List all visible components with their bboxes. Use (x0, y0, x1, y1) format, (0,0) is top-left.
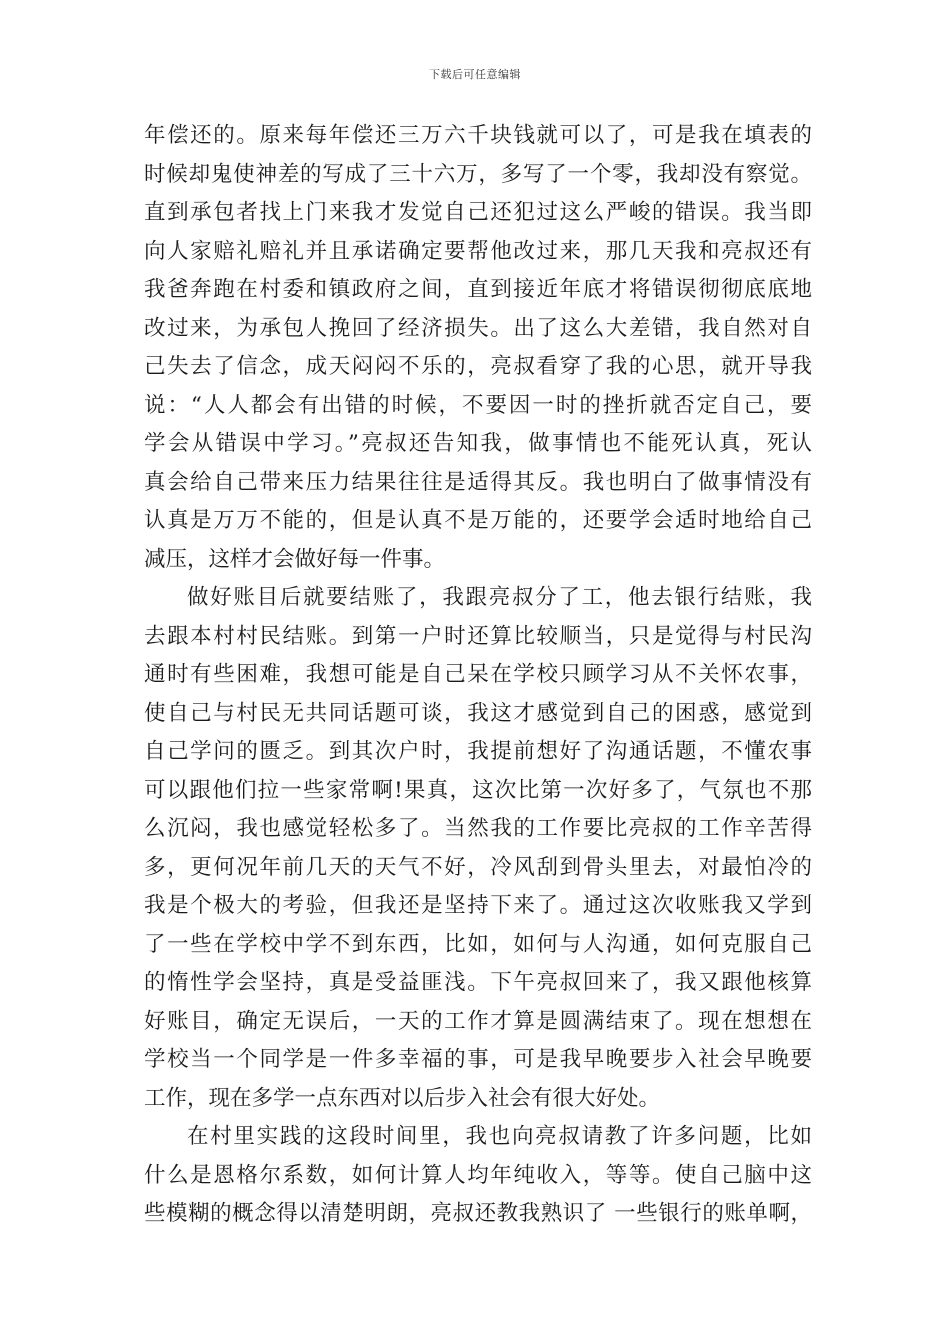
text-line: 己失去了信念，成天闷闷不乐的，亮叔看穿了我的心思，就开导我 (144, 354, 812, 379)
text-line: 认真是万万不能的，但是认真不是万能的，还要学会适时地给自己 (144, 508, 812, 533)
text-line: 可以跟他们拉一些家常啊!果真，这次比第一次好多了，气氛也不那 (144, 777, 812, 803)
text-line: 去跟本村村民结账。到第一户时还算比较顺当，只是觉得与村民沟 (144, 623, 812, 649)
page-header: 下载后可任意编辑 (429, 68, 521, 81)
text-line: 工作，现在多学一点东西对以后步入社会有很大好处。 (144, 1085, 661, 1111)
text-line: 使自己与村民无共同话题可谈，我这才感觉到自己的困惑，感觉到 (144, 700, 812, 726)
text-line: 好账目，确定无误后，一天的工作才算是圆满结束了。现在想想在 (144, 1008, 812, 1034)
paragraph-2 (144, 579, 812, 1118)
text-line: 学会从错误中学习。”亮叔还告知我，做事情也不能死认真，死认 (144, 431, 812, 456)
text-line: 减压，这样才会做好每一件事。 (144, 546, 446, 572)
text-line: 时候却鬼使神差的写成了三十六万，多写了一个零，我却没有察觉。 (144, 161, 812, 187)
text-line: 的惰性学会坚持，真是受益匪浅。下午亮叔回来了，我又跟他核算 (144, 970, 812, 995)
text-line: 了一些在学校中学不到东西，比如，如何与人沟通，如何克服自己 (144, 931, 812, 957)
paragraph-1 (144, 117, 812, 579)
text-line: 什么是恩格尔系数，如何计算人均年纯收入，等等。使自己脑中这 (144, 1162, 812, 1188)
text-line: 学校当一个同学是一件多幸福的事，可是我早晚要步入社会早晚要 (144, 1047, 812, 1072)
text-line: 自己学问的匮乏。到其次户时，我提前想好了沟通话题，不懂农事 (144, 739, 812, 764)
paragraph-3 (144, 1118, 812, 1234)
text-line: 通时有些困难，我想可能是自己呆在学校只顾学习从不关怀农事， (144, 662, 812, 687)
text-line: 多，更何况年前几天的天气不好，冷风刮到骨头里去，对最怕冷的 (144, 854, 812, 880)
text-line: 向人家赔礼赔礼并且承诺确定要帮他改过来，那几天我和亮叔还有 (144, 238, 812, 264)
text-line: 我是个极大的考验，但我还是坚持下来了。通过这次收账我又学到 (144, 893, 812, 918)
text-line: 我爸奔跑在村委和镇政府之间，直到接近年底才将错误彻彻底底地 (144, 277, 812, 302)
text-line: 说：“人人都会有出错的时候，不要因一时的挫折就否定自己，要 (144, 392, 812, 418)
text-line: 些模糊的概念得以清楚明朗，亮叔还教我熟识了 一些银行的账单啊， (144, 1201, 812, 1226)
document-body (144, 117, 812, 1234)
text-line: 在村里实践的这段时间里，我也向亮叔请教了许多问题，比如 (187, 1124, 812, 1149)
text-line: 么沉闷，我也感觉轻松多了。当然我的工作要比亮叔的工作辛苦得 (144, 816, 812, 841)
text-line: 真会给自己带来压力结果往往是适得其反。我也明白了做事情没有 (144, 469, 812, 495)
text-line: 直到承包者找上门来我才发觉自己还犯过这么严峻的错误。我当即 (144, 200, 812, 225)
text-line: 改过来，为承包人挽回了经济损失。出了这么大差错，我自然对自 (144, 315, 812, 341)
text-line: 做好账目后就要结账了，我跟亮叔分了工，他去银行结账，我 (187, 585, 812, 610)
text-line: 年偿还的。原来每年偿还三万六千块钱就可以了，可是我在填表的 (144, 123, 812, 148)
